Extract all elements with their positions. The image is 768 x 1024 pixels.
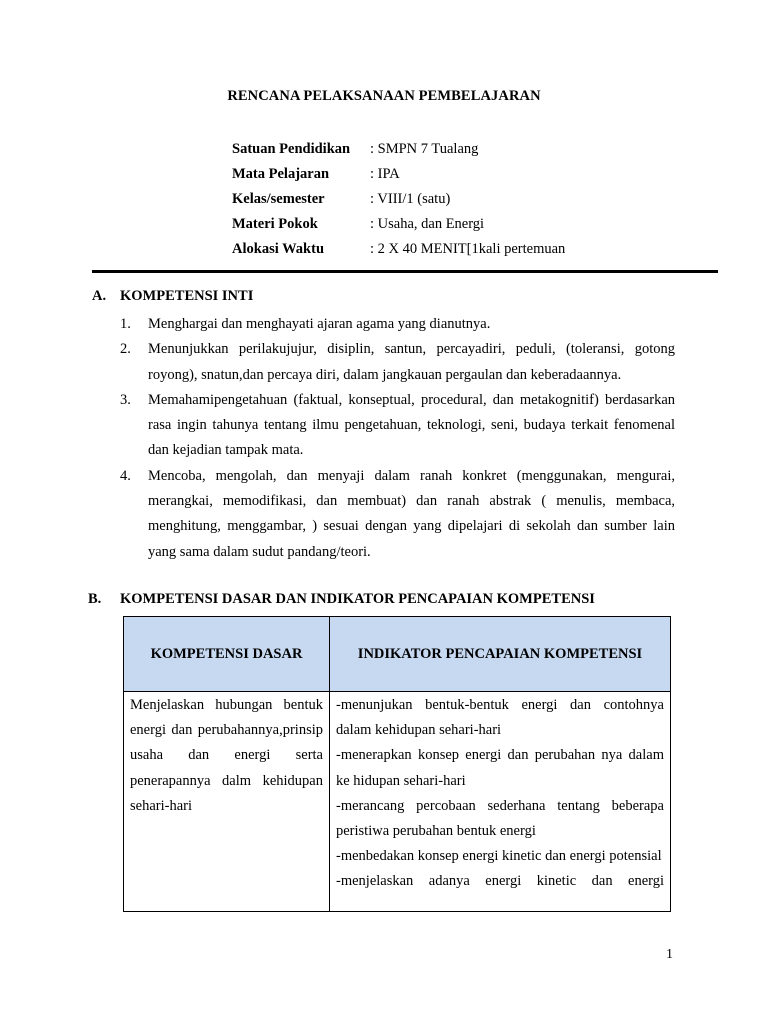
- list-item-number: 4.: [120, 467, 131, 484]
- list-item-text: Menghargai dan menghayati ajaran agama yang dianutnya.: [148, 316, 491, 332]
- identity-row: [232, 187, 565, 212]
- kompetensi-dasar-cell: Menjelaskan hubungan bentuk energi dan perubahannya,prinsip usaha dan energi serta penerapannya dalm kehidupan sehari-hari: [130, 697, 323, 814]
- list-item: [120, 312, 675, 337]
- identity-value: : 2 X 40 MENIT[1kali pertemuan: [370, 241, 566, 257]
- identity-row: [232, 162, 565, 187]
- kompetensi-inti-list: [120, 312, 675, 565]
- table-header-row: [124, 617, 670, 692]
- indicator-item: -menerapkan konsep energi dan perubahan nya dalam ke hidupan sehari-hari: [336, 747, 664, 789]
- list-item-text: Mencoba, mengolah, dan menyaji dalam ranah konkret (menggunakan, mengurai, merangkai, memodifikasi, dan membuat) dan ranah abstrak ( menulis, membaca, menghitung, menggambar, ) sesuai dengan yang dipelajari di sekolah dan sumber lain yang sama dalam sudut pandang/teori.: [148, 467, 675, 560]
- identity-label: Mata Pelajaran: [232, 166, 330, 182]
- list-item: [120, 464, 675, 565]
- identity-label: Satuan Pendidikan: [232, 141, 351, 157]
- header-divider: [92, 270, 718, 273]
- table-body: [124, 617, 670, 911]
- page-number: 1: [666, 947, 673, 962]
- kompetensi-table: [123, 616, 671, 912]
- identity-row: [232, 137, 565, 162]
- indicator-item: -menunjukan bentuk-bentuk energi dan contohnya dalam kehidupan sehari-hari: [336, 697, 664, 739]
- identity-table: [232, 137, 565, 262]
- list-item-text: Menunjukkan perilakujujur, disiplin, santun, percayadiri, peduli, (toleransi, gotong royong), snatun,dan percaya diri, dalam jangkauan pergaulan dan keberadaannya.: [148, 341, 675, 383]
- identity-value: : Usaha, dan Energi: [370, 216, 485, 232]
- identity-label: Kelas/semester: [232, 191, 325, 207]
- section-b-heading: KOMPETENSI DASAR DAN INDIKATOR PENCAPAIAN KOMPETENSI: [120, 591, 595, 607]
- document-title: RENCANA PELAKSANAAN PEMBELAJARAN: [227, 88, 541, 104]
- identity-value: : VIII/1 (satu): [370, 191, 451, 207]
- list-item: [120, 337, 675, 388]
- list-item-number: 3.: [120, 391, 131, 408]
- identity-row: [232, 212, 565, 237]
- indicator-item: -menbedakan konsep energi kinetic dan energi potensial: [336, 848, 662, 865]
- table-header-kd: KOMPETENSI DASAR: [150, 646, 303, 662]
- list-item-number: 2.: [120, 341, 131, 358]
- indicator-item: -menjelaskan adanya energi kinetic dan energi: [336, 873, 664, 890]
- list-item-text: Memahamipengetahuan (faktual, konseptual, procedural, dan metakognitif) berdasarkan rasa ingin tahunya tentang ilmu pengetahuan, teknologi, seni, budaya terkait fenomenal dan kejadian tampak mata.: [148, 391, 675, 459]
- list-item-number: 1.: [120, 316, 131, 332]
- identity-row: [232, 237, 565, 262]
- table-header-indikator: INDIKATOR PENCAPAIAN KOMPETENSI: [357, 646, 643, 662]
- section-a-letter: A.: [92, 288, 107, 304]
- identity-value: : SMPN 7 Tualang: [370, 141, 479, 157]
- identity-value: : IPA: [370, 166, 400, 182]
- section-a-heading: KOMPETENSI INTI: [120, 288, 254, 304]
- list-item: [120, 388, 675, 464]
- table-column-divider: [329, 617, 330, 911]
- identity-label: Materi Pokok: [232, 216, 318, 232]
- section-b-letter: B.: [88, 591, 102, 607]
- indikator-cell: [336, 693, 664, 895]
- identity-label: Alokasi Waktu: [232, 241, 325, 257]
- indicator-item: -merancang percobaan sederhana tentang beberapa peristiwa perubahan bentuk energi: [336, 797, 664, 840]
